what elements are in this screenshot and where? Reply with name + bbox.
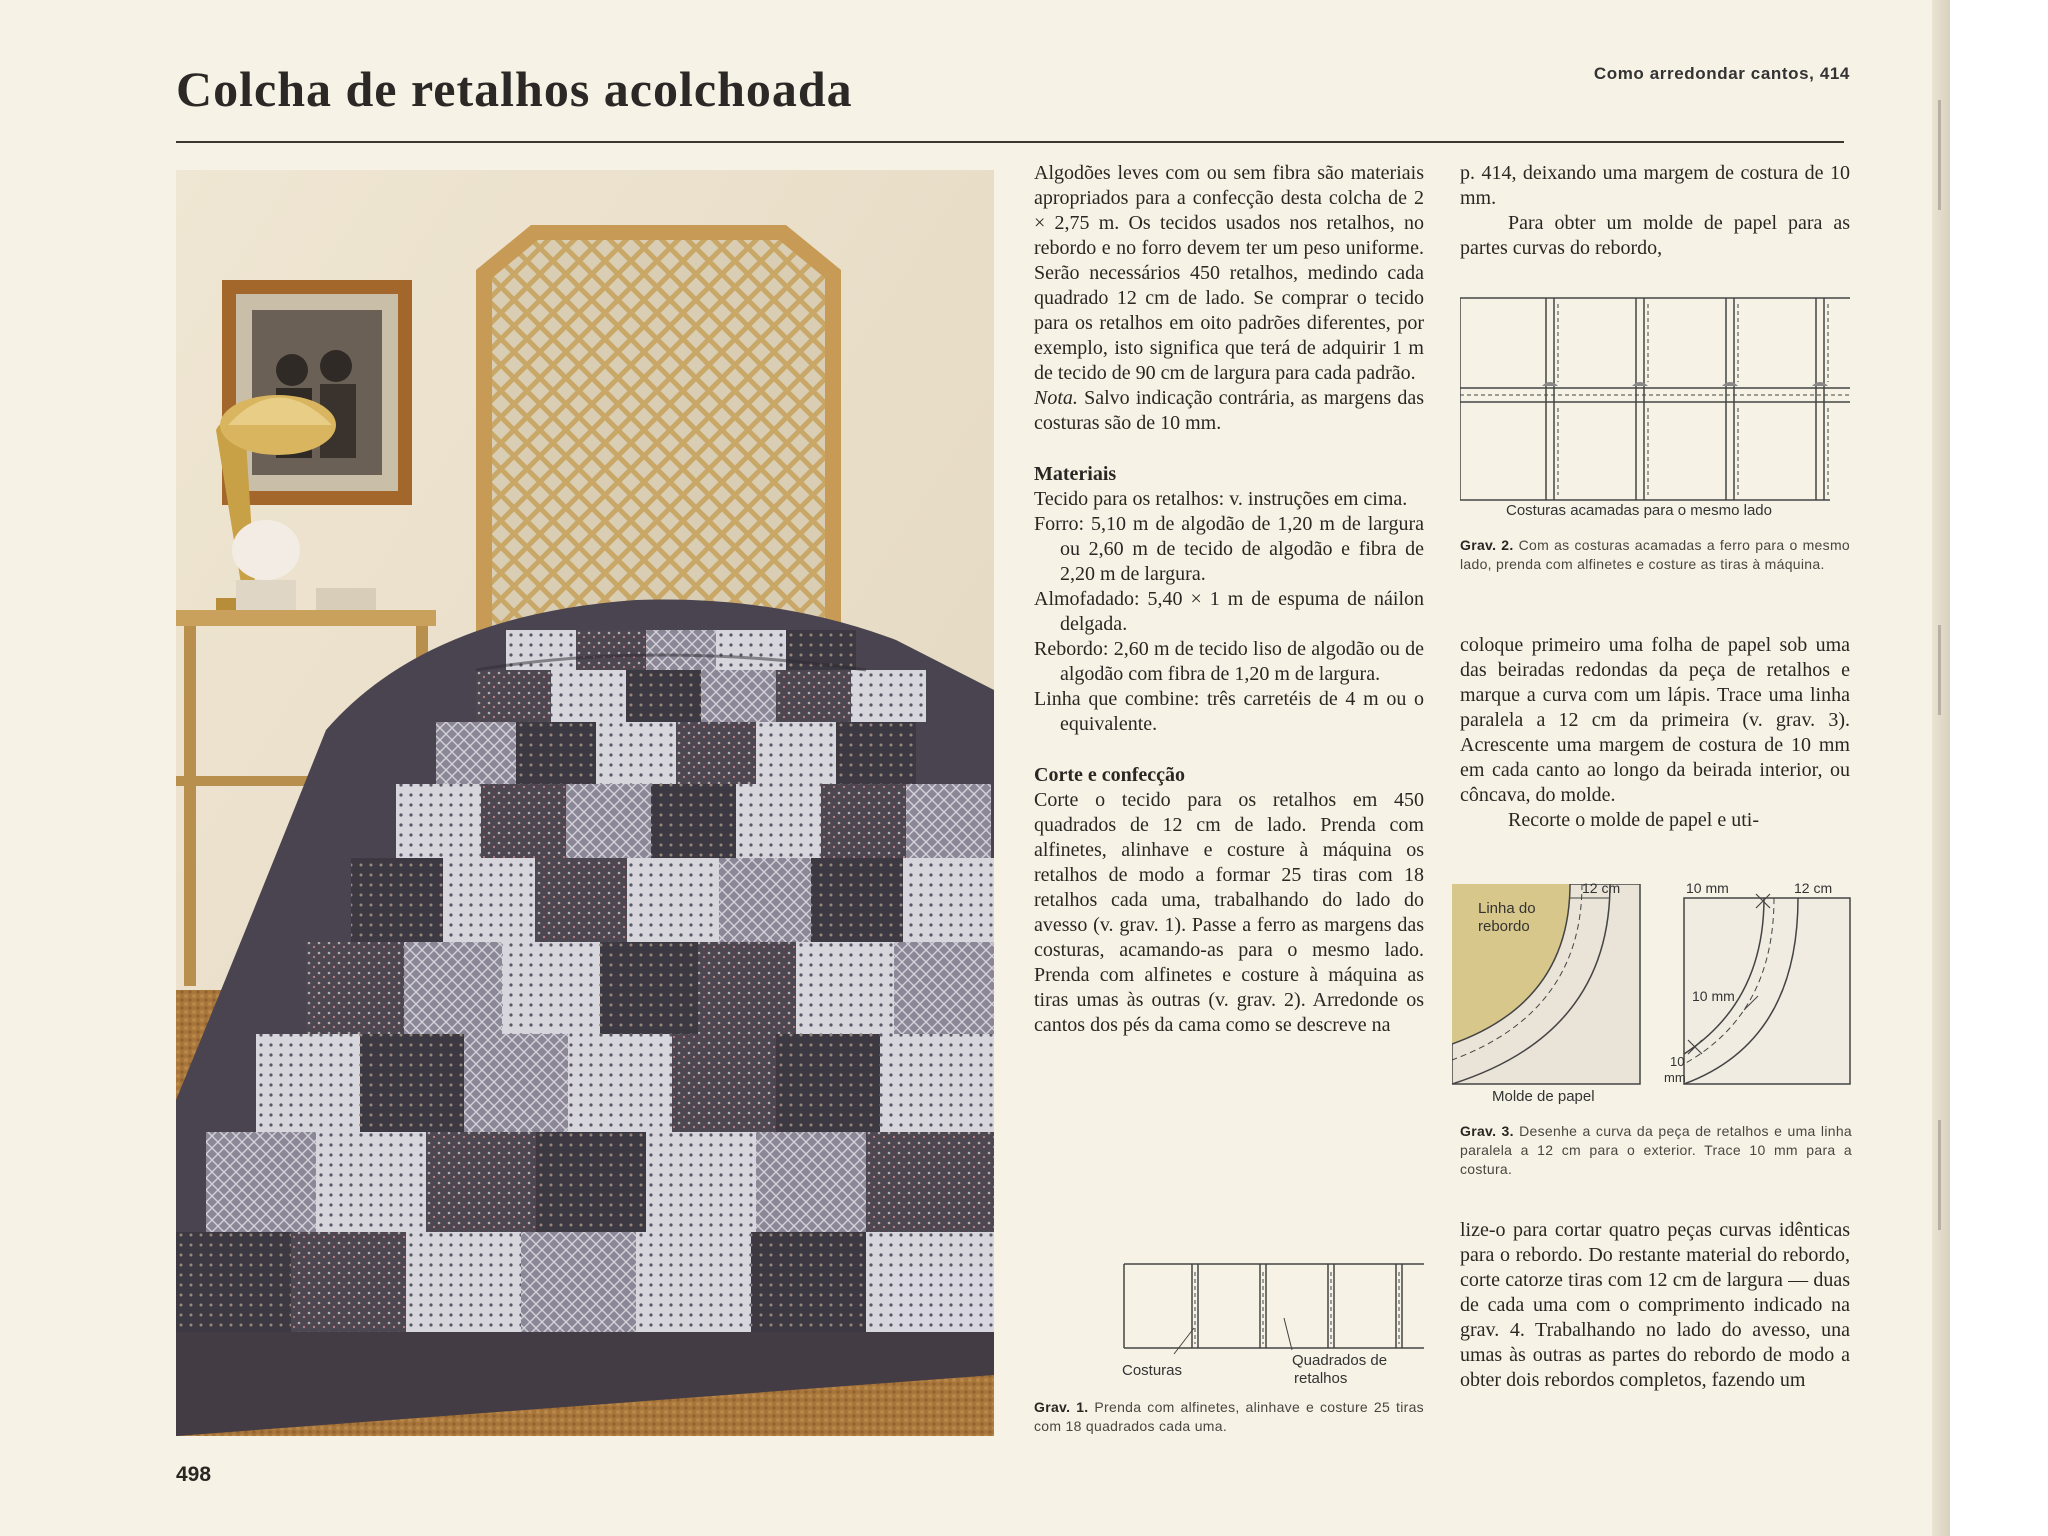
label-seams: Costuras [1122, 1362, 1183, 1379]
label-12cm-left: 12 cm [1582, 880, 1621, 896]
figure-1-caption [1034, 1398, 1424, 1436]
label-10-side: 10 [1670, 1054, 1685, 1069]
label-12cm-right: 12 cm [1794, 880, 1833, 896]
label-mm-side: mm [1664, 1070, 1686, 1085]
label-border-line1: Linha do [1478, 900, 1536, 917]
figure-3-diagram [1452, 884, 1852, 1104]
label-border-line2: rebordo [1478, 918, 1530, 935]
page-title: Colcha de retalhos acolchoada [176, 61, 853, 117]
text-column-2-bottom [1460, 1218, 1850, 1393]
note-text: Salvo indicação contrária, as margens das costuras são de 10 mm. [1034, 387, 1424, 434]
paragraph: Recorte o molde de papel e uti- [1508, 809, 1760, 831]
figure-3-caption [1460, 1122, 1852, 1179]
figure-2-caption [1460, 536, 1850, 574]
text-column-1 [1034, 161, 1424, 1038]
figure-2-diagram [1460, 290, 1850, 510]
caption-text: Prenda com alfinetes, alinhave e costure 25 tiras com 18 quadrados cada uma. [1034, 1399, 1424, 1434]
note-paragraph [1034, 386, 1424, 436]
materials-item: Linha que combine: três carretéis de 4 m ou o equivalente. [1034, 688, 1424, 735]
caption-label: Grav. 1. [1034, 1399, 1089, 1415]
corte-paragraph: Corte o tecido para os retalhos em 450 quadrados de 12 cm de lado. Prenda com alfinetes, alinhave e costure à máquina os retalhos de modo a formar 25 tiras com 18 retalhos cada uma, trabalhando do lado do avesso (v. grav. 1). Passe a ferro as margens das costuras, acamando-as para o mesmo lado. Prenda com alfinetes e costure à máquina as tiras umas às outras (v. grav. 2). Arredonde os cantos dos pés da cama como se descreve na [1034, 789, 1424, 1036]
text-column-2-top [1460, 161, 1850, 261]
label-squares-line1: Quadrados de [1292, 1352, 1388, 1369]
paragraph: lize-o para cortar quatro peças curvas idênticas para o rebordo. Do restante material do rebordo, corte catorze tiras com 12 cm de largura — duas de cada uma com o comprimento indicado na grav. 4. Trabalhando no lado do avesso, una umas às outras as partes do rebordo de modo a obter dois rebordos completos, fazendo um [1460, 1219, 1850, 1391]
fig2-label: Costuras acamadas para o mesmo lado [1506, 502, 1772, 519]
materials-item: Tecido para os retalhos: v. instruções em cima. [1034, 488, 1408, 510]
materials-item: Almofadado: 5,40 × 1 m de espuma de náilon delgada. [1034, 588, 1424, 635]
text-column-2-middle [1460, 633, 1850, 833]
title-rule [176, 141, 1844, 143]
materials-item: Rebordo: 2,60 m de tecido liso de algodão ou de algodão com fibra de 1,20 m de largura. [1034, 638, 1424, 685]
figure-2 [1460, 290, 1850, 600]
caption-label: Grav. 3. [1460, 1123, 1514, 1139]
caption-text: Com as costuras acamadas a ferro para o mesmo lado, prenda com alfinetes e costure as tiras à máquina. [1460, 537, 1850, 572]
cross-reference: Como arredondar cantos, 414 [1593, 64, 1850, 83]
label-10mm-right-top: 10 mm [1686, 880, 1729, 896]
caption-text: Desenhe a curva da peça de retalhos e uma linha paralela a 12 cm para o exterior. Trace 10 mm para a costura. [1460, 1123, 1852, 1177]
quilt-photo [176, 170, 994, 1436]
label-squares-line2: retalhos [1294, 1370, 1348, 1387]
figure-3 [1452, 880, 1852, 1184]
page-number: 498 [176, 1463, 212, 1486]
label-paper-pattern: Molde de papel [1492, 1088, 1595, 1105]
intro-paragraph: Algodões leves com ou sem fibra são materiais apropriados para a confecção desta colcha de 2 × 2,75 m. Os tecidos usados nos retalhos, no rebordo e no forro devem ter um peso uniforme. Serão necessários 450 retalhos, medindo cada quadrado 12 cm de lado. Se comprar o tecido para os retalhos em oito padrões diferentes, por exemplo, isto significa que terá de adquirir 1 m de tecido de 90 cm de largura para cada padrão. [1034, 162, 1424, 384]
materials-item: Forro: 5,10 m de algodão de 1,20 m de largura ou 2,60 m de tecido de algodão e fibra de 2,20 m de largura. [1034, 513, 1424, 585]
paragraph: p. 414, deixando uma margem de costura de 10 mm. [1460, 162, 1850, 209]
caption-label: Grav. 2. [1460, 537, 1514, 553]
paragraph: Para obter um molde de papel para as partes curvas do rebordo, [1460, 212, 1850, 259]
note-label: Nota. [1034, 387, 1078, 409]
materials-heading: Materiais [1034, 463, 1117, 485]
corte-heading: Corte e confecção [1034, 764, 1186, 786]
page-gutter-edge [1932, 0, 1950, 1536]
figure-1 [1034, 1258, 1424, 1438]
label-10mm-right-mid: 10 mm [1692, 988, 1735, 1004]
paragraph: coloque primeiro uma folha de papel sob uma das beiradas redondas da peça de retalhos e marque a curva com um lápis. Trace uma linha paralela a 12 cm da primeira (v. grav. 3). Acrescente uma margem de costura de 10 mm em cada canto ao longo da beirada interior, ou côncava, do molde. [1460, 634, 1850, 806]
